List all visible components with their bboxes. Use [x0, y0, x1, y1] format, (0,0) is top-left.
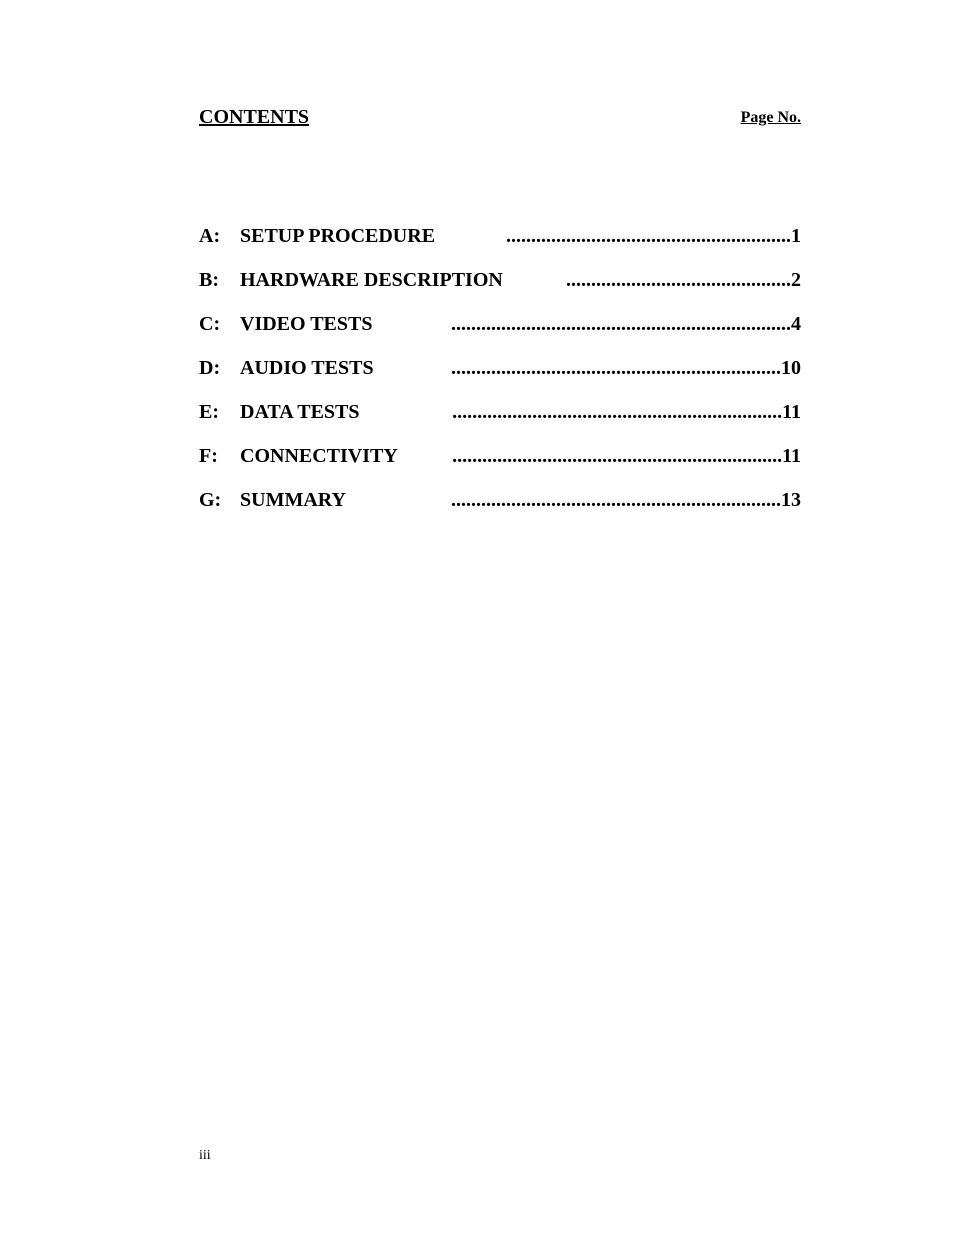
toc-entry-title: CONNECTIVITY	[240, 445, 398, 467]
toc-entry-title: SUMMARY	[240, 489, 346, 511]
toc-entry-letter: F:	[199, 445, 218, 467]
toc-entry-leader-page: .............................................2	[566, 269, 801, 291]
toc-entry-letter: E:	[199, 401, 219, 423]
page-no-heading: Page No.	[740, 109, 801, 126]
table-of-contents	[199, 222, 801, 530]
toc-entry-g[interactable]	[199, 486, 801, 530]
toc-entry-f[interactable]	[199, 442, 801, 486]
toc-entry-letter: G:	[199, 489, 222, 511]
toc-entry-leader-page: ..................................................................13	[451, 489, 801, 511]
toc-entry-title: DATA TESTS	[240, 401, 360, 423]
toc-entry-b[interactable]	[199, 266, 801, 310]
toc-entry-a[interactable]	[199, 222, 801, 266]
toc-entry-letter: C:	[199, 313, 221, 335]
toc-entry-title: HARDWARE DESCRIPTION	[240, 269, 503, 291]
toc-entry-leader-page: ..................................................................11	[452, 401, 801, 423]
toc-entry-e[interactable]	[199, 398, 801, 442]
toc-entry-leader-page: .........................................................1	[506, 225, 801, 247]
toc-entry-letter: A:	[199, 225, 221, 247]
toc-entry-letter: B:	[199, 269, 219, 291]
toc-entry-letter: D:	[199, 357, 221, 379]
toc-entry-title: VIDEO TESTS	[240, 313, 373, 335]
footer-page-number: iii	[199, 1148, 211, 1163]
toc-entry-title: AUDIO TESTS	[240, 357, 374, 379]
toc-entry-leader-page: ....................................................................4	[451, 313, 801, 335]
contents-heading: CONTENTS	[199, 106, 310, 128]
toc-entry-leader-page: ..................................................................11	[452, 445, 801, 467]
toc-entry-c[interactable]	[199, 310, 801, 354]
toc-entry-title: SETUP PROCEDURE	[240, 225, 436, 247]
toc-entry-leader-page: ..................................................................10	[451, 357, 801, 379]
toc-entry-d[interactable]	[199, 354, 801, 398]
